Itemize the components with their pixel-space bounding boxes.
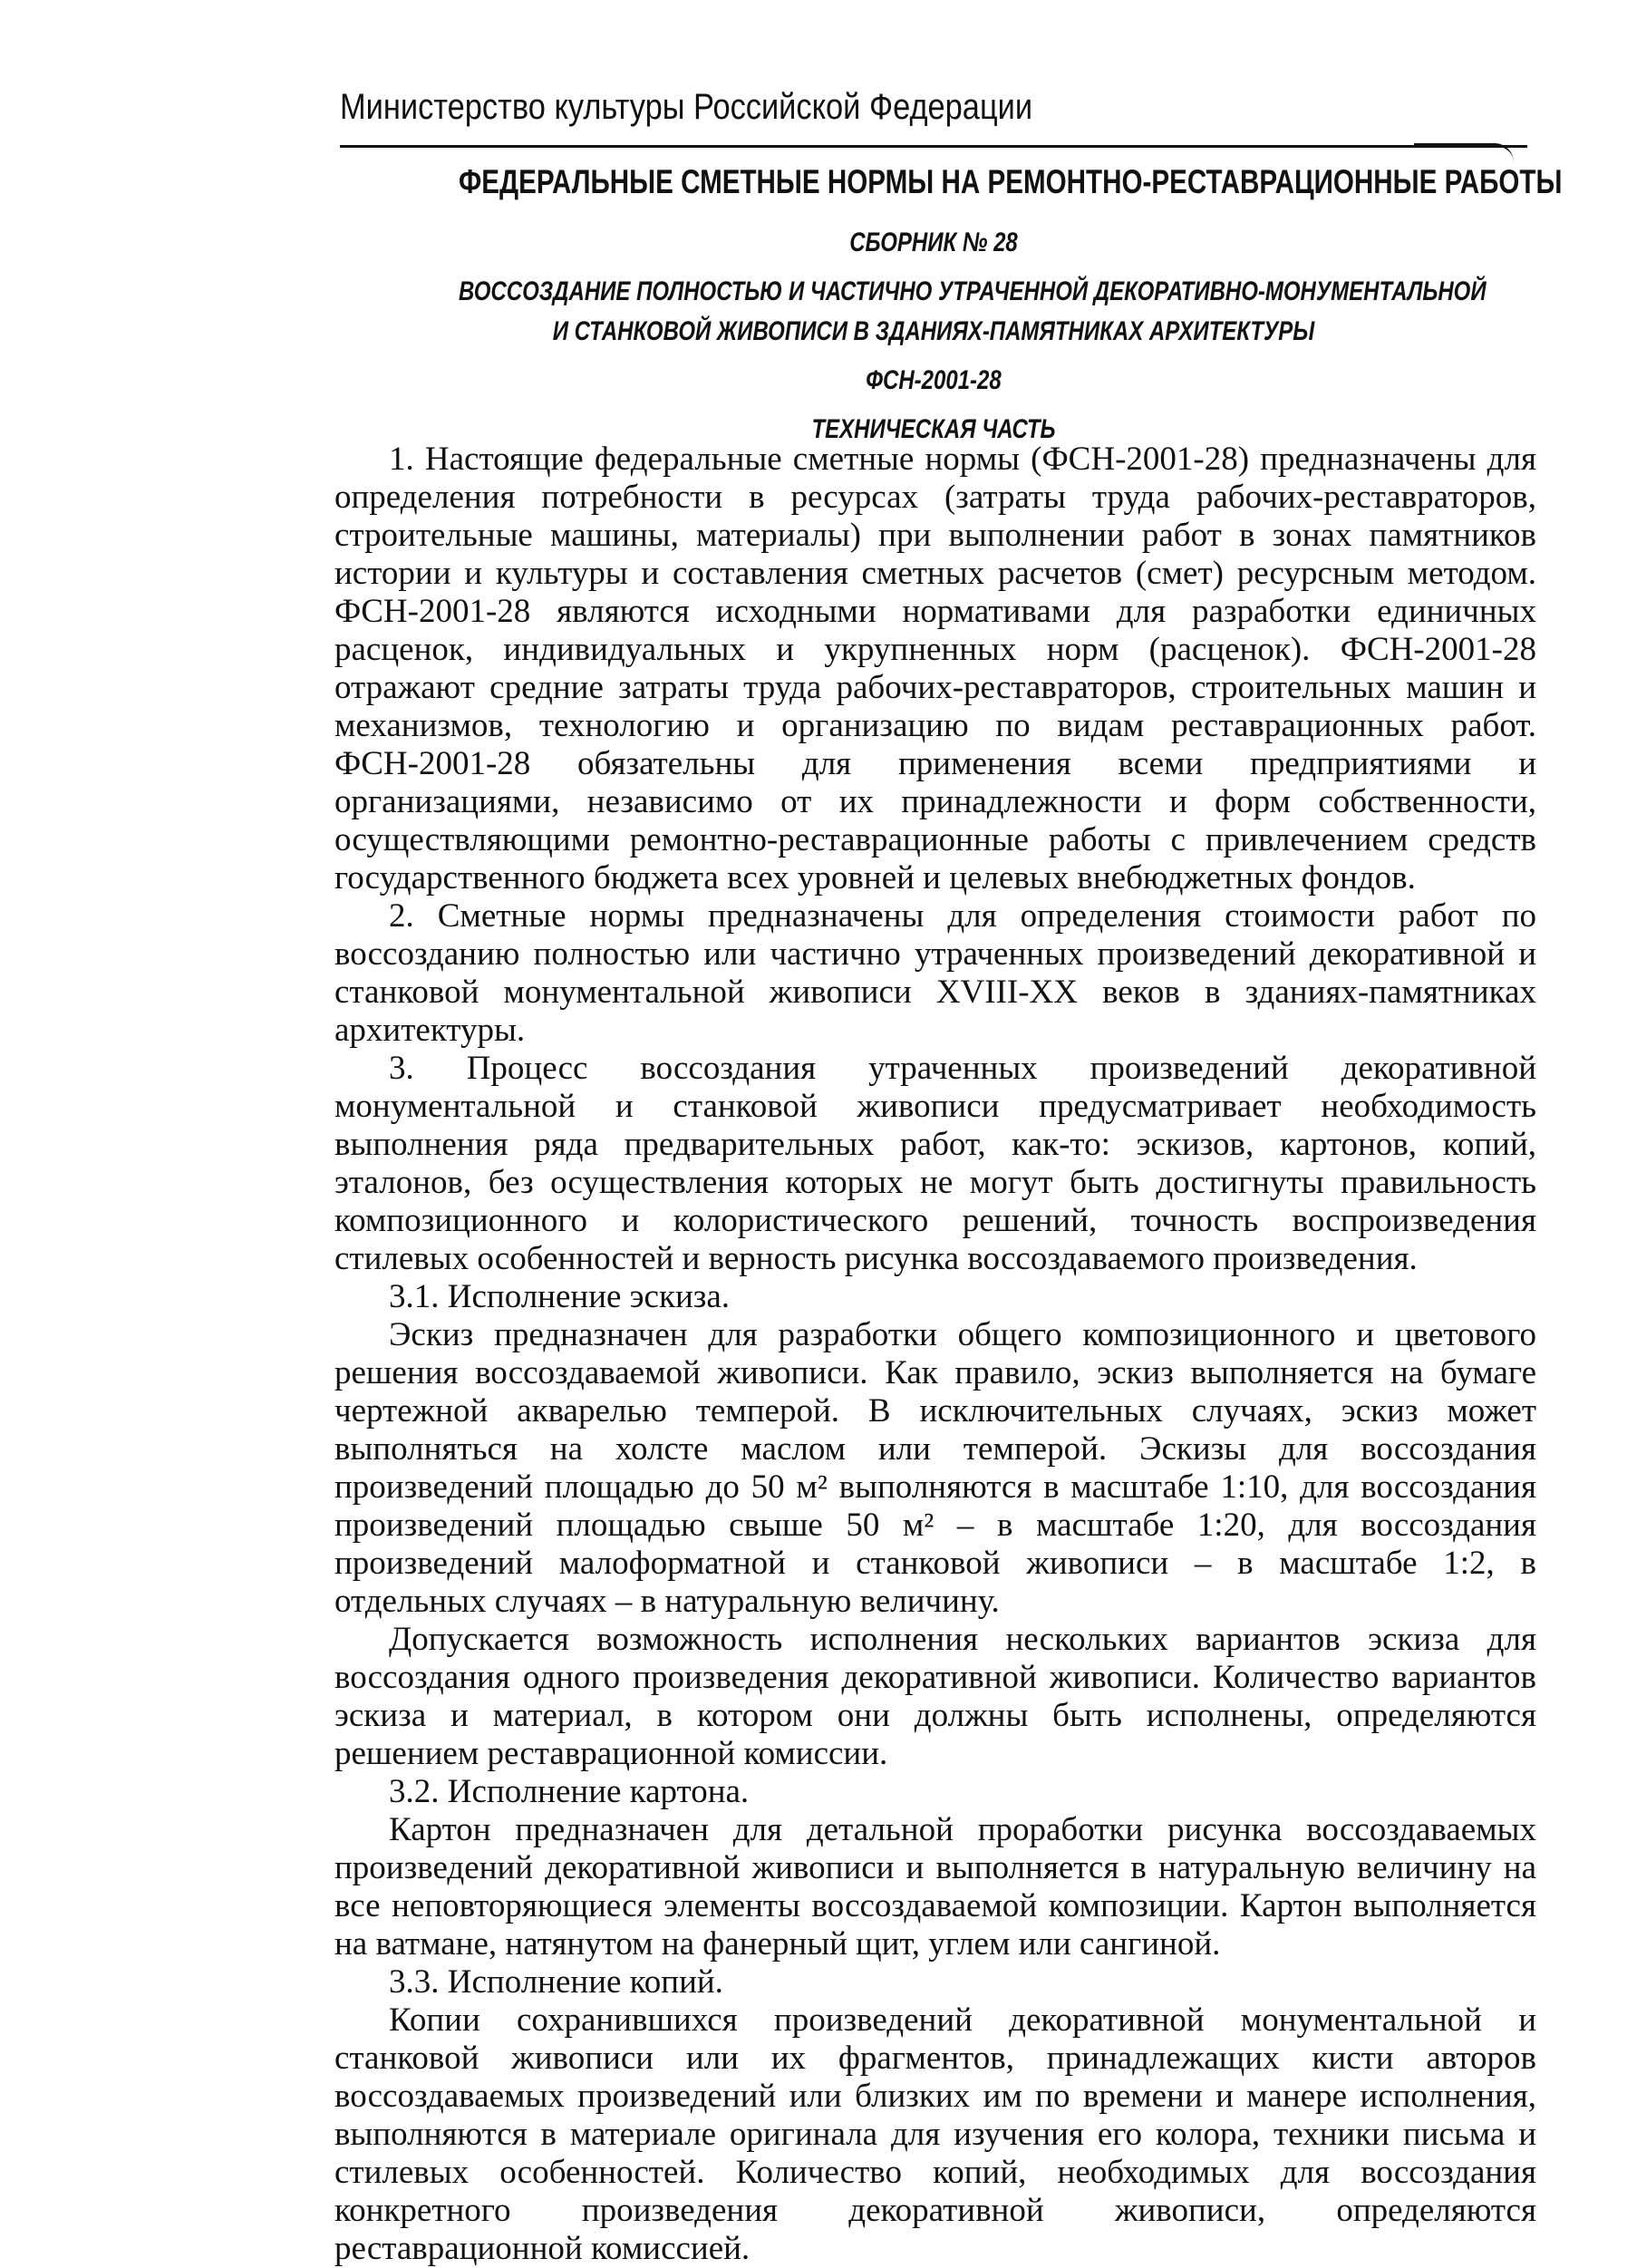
paragraph-2: 2. Сметные нормы предназначены для определения стоимости работ по воссозданию полностью или частично утраченных произведений декоративной и станковой монументальной живописи XVIII-XX веков в зданиях-памятниках архитектуры. [334,897,1536,1049]
paragraph-3-2-a: Картон предназначен для детальной проработки рисунка воссоздаваемых произведений декоративной живописи и выполняется в натуральную величину на все неповторяющиеся элементы воссоздаваемой композиции. Картон выполняется на ватмане, натянутом на фанерный щит, углем или сангиной. [334,1811,1536,1963]
document-heading [340,160,1563,450]
paragraph-3-3-a: Копии сохранившихся произведений декоративной монументальной и станковой живописи или их фрагментов, принадлежащих кисти авторов воссоздаваемых произведений или близких им по времени и манере исполнения, выполняются в материале оригинала для изучения его колора, техники письма и стилевых особенностей. Количество копий, необходимых для воссоздания конкретного произведения декоративной живописи, определяются реставрационной комиссией. [334,2001,1536,2267]
ministry-header: Министерство культуры Российской Федерации [340,87,1033,127]
paragraph-3: 3. Процесс воссоздания утраченных произведений декоративной монументальной и станковой живописи предусматривает необходимость выполнения ряда предварительных работ, как-то: эскизов, картонов, копий, эталонов, без осуществления которых не могут быть достигнуты правильность композиционного и колористического решений, точность воспроизведения стилевых особенностей и верность рисунка воссоздаваемого произведения. [334,1050,1536,1277]
paragraph-3-1-b: Допускается возможность исполнения нескольких вариантов эскиза для воссоздания одного произведения декоративной живописи. Количество вариантов эскиза и материал, в котором они должны быть исполнены, определяются решением реставрационной комиссии. [334,1621,1536,1772]
subheading-3-2: 3.2. Исполнение картона. [389,1773,750,1810]
paragraph-1: 1. Настоящие федеральные сметные нормы (ФСН-2001-28) предназначены для определения потребности в ресурсах (затраты труда рабочих-реставраторов, строительные машины, материалы) при выполнении работ в зонах памятников истории и культуры и составления сметных расчетов (смет) ресурсным методом. ФСН-2001-28 являются исходными нормативами для разработки единичных расценок, индивидуальных и укрупненных норм (расценок). ФСН-2001-28 отражают средние затраты труда рабочих-реставраторов, строительных машин и механизмов, технологию и организацию по видам реставрационных работ. ФСН-2001-28 обязательны для применения всеми предприятиями и организациями, независимо от их принадлежности и форм собственности, осуществляющими ремонтно-реставрационные работы с привлечением средств государственного бюджета всех уровней и целевых внебюджетных фондов. [334,441,1536,897]
header-rule [340,145,1527,148]
collection-title-line-1: ВОССОЗДАНИЕ ПОЛНОСТЬЮ И ЧАСТИЧНО УТРАЧЕННОЙ ДЕКОРАТИВНО-МОНУМЕНТАЛЬНОЙ [459,276,1487,306]
collection-number: СБОРНИК № 28 [849,228,1018,257]
subheading-3-3: 3.3. Исполнение копий. [389,1963,723,2001]
federal-norms-title: ФЕДЕРАЛЬНЫЕ СМЕТНЫЕ НОРМЫ НА РЕМОНТНО-РЕСТАВРАЦИОННЫЕ РАБОТЫ [459,163,1563,200]
body-text [334,441,1536,2268]
subheading-3-1: 3.1. Исполнение эскиза. [389,1278,731,1315]
paragraph-3-1-a: Эскиз предназначен для разработки общего композиционного и цветового решения воссоздаваемой живописи. Как правило, эскиз выполняется на бумаге чертежной акварелью темперой. В исключительных случаях, эскиз может выполняться на холсте маслом или темперой. Эскизы для воссоздания произведений площадью до 50 м² выполняются в масштабе 1:10, для воссоздания произведений площадью свыше 50 м² – в масштабе 1:20, для воссоздания произведений малоформатной и станковой живописи – в масштабе 1:2, в отдельных случаях – в натуральную величину. [334,1316,1536,1620]
collection-title-line-2: И СТАНКОВОЙ ЖИВОПИСИ В ЗДАНИЯХ-ПАМЯТНИКАХ АРХИТЕКТУРЫ [552,316,1315,346]
document-code: ФСН-2001-28 [866,365,1002,395]
section-title: ТЕХНИЧЕСКАЯ ЧАСТЬ [811,414,1056,444]
